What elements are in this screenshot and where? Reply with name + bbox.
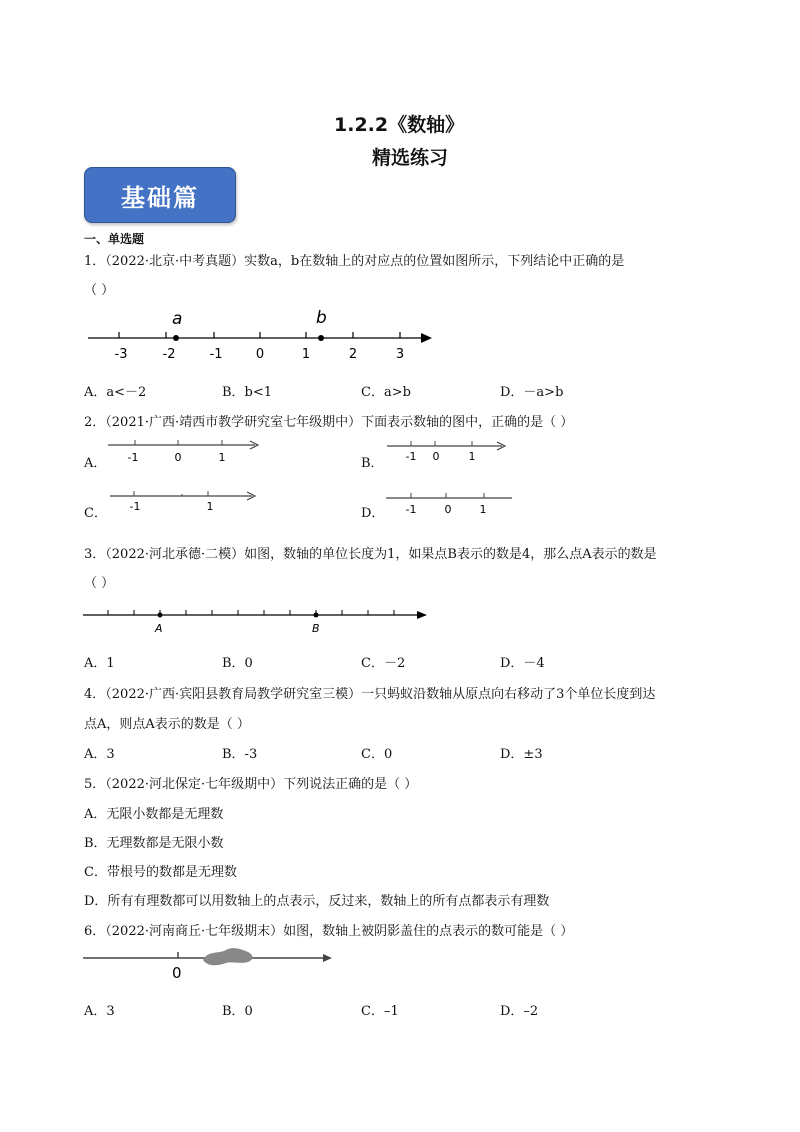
question-3-option-c[interactable]: C．－2 [361, 656, 406, 671]
question-5-option-d[interactable]: D．所有有理数都可以用数轴上的点表示，反过来，数轴上的所有点都表示有理数 [84, 894, 550, 909]
tick-label: 0 [255, 347, 265, 362]
point-b-label: b [316, 308, 327, 328]
question-1-stem: 1．（2022·北京·中考真题）实数a，b在数轴上的对应点的位置如图所示，下列结论中正确的是 [84, 254, 625, 269]
question-6-option-d[interactable]: D．–2 [500, 1004, 539, 1019]
question-4-option-a[interactable]: A．3 [84, 747, 115, 762]
question-1-option-b[interactable]: B．b<1 [222, 385, 273, 400]
question-6-number-line [80, 940, 340, 984]
question-1-option-c[interactable]: C．a>b [361, 385, 411, 400]
question-2-stem: 2．（2021·广西·靖西市教学研究室七年级期中）下面表示数轴的图中，正确的是（ ） [84, 415, 574, 430]
question-3-stem: 3．（2022·河北承德·二模）如图，数轴的单位长度为1，如果点B表示的数是4，那么点A表示的数是 [84, 547, 657, 562]
svg-text:0: 0 [432, 450, 440, 463]
question-2-axis-a [105, 436, 265, 468]
question-4-option-d[interactable]: D．±3 [500, 747, 543, 762]
svg-text:1: 1 [206, 500, 214, 513]
tick-label: -3 [114, 347, 128, 362]
svg-text:-1: -1 [129, 500, 141, 513]
question-1-paren: （ ） [84, 283, 115, 298]
question-5-option-a[interactable]: A．无限小数都是无理数 [84, 807, 224, 822]
question-3-paren: （ ） [84, 576, 115, 591]
point-a-dot [158, 613, 163, 618]
question-4-stem-line2: 点A，则点A表示的数是（ ） [84, 717, 250, 732]
question-2-option-c[interactable]: C． [84, 506, 107, 521]
question-5-stem: 5．（2022·河北保定·七年级期中）下列说法正确的是（ ） [84, 777, 418, 792]
svg-text:0: 0 [444, 503, 452, 516]
point-b-label: B [312, 622, 320, 635]
shaded-blob [203, 948, 253, 965]
zero-label: 0 [172, 964, 182, 982]
svg-text:1: 1 [468, 450, 476, 463]
document-subtitle: 精选练习 [372, 147, 449, 169]
svg-text:0: 0 [174, 451, 182, 464]
question-5-option-b[interactable]: B．无理数都是无限小数 [84, 836, 224, 851]
question-2-axis-c [107, 488, 267, 518]
svg-text:-1: -1 [405, 503, 417, 516]
point-b-dot [314, 613, 319, 618]
question-6-option-a[interactable]: A．3 [84, 1004, 115, 1019]
level-badge: 基础篇 [84, 167, 236, 223]
question-5-option-c[interactable]: C．带根号的数都是无理数 [84, 865, 237, 880]
question-6-option-c[interactable]: C．–1 [361, 1004, 399, 1019]
question-3-option-b[interactable]: B．0 [222, 656, 253, 671]
svg-text:-1: -1 [405, 450, 417, 463]
tick-label: -1 [209, 347, 223, 362]
question-2-option-a[interactable]: A． [84, 456, 107, 471]
question-6-stem: 6．（2022·河南商丘·七年级期末）如图，数轴上被阴影盖住的点表示的数可能是（ ） [84, 924, 574, 939]
svg-text:-1: -1 [127, 451, 139, 464]
question-4-option-b[interactable]: B．-3 [222, 747, 258, 762]
section-heading: 一、单选题 [84, 232, 145, 246]
point-b-dot [318, 335, 324, 341]
point-a-dot [173, 335, 179, 341]
tick-label: -2 [162, 347, 176, 362]
question-2-option-d[interactable]: D． [361, 506, 385, 521]
question-2-axis-d [384, 491, 514, 519]
question-3-option-a[interactable]: A．1 [84, 656, 115, 671]
svg-text:1: 1 [479, 503, 487, 516]
question-4-option-c[interactable]: C．0 [361, 747, 393, 762]
question-1-option-a[interactable]: A．a<－2 [84, 385, 147, 400]
question-4-stem: 4．（2022·广西·宾阳县教育局教学研究室三模）一只蚂蚁沿数轴从原点向右移动了3个单位长度到达 [84, 687, 656, 702]
question-2-option-b[interactable]: B． [361, 456, 384, 471]
question-6-option-b[interactable]: B．0 [222, 1004, 253, 1019]
tick-label: 1 [301, 347, 311, 362]
question-1-option-d[interactable]: D．－a>b [500, 385, 564, 400]
tick-label: 2 [348, 347, 358, 362]
point-a-label: A [155, 622, 163, 635]
question-1-number-line [80, 302, 440, 366]
svg-text:1: 1 [218, 451, 226, 464]
point-a-label: a [172, 309, 183, 329]
question-3-number-line [80, 603, 430, 635]
document-title: 1.2.2《数轴》 [334, 114, 465, 136]
question-2-axis-b [384, 438, 514, 468]
question-3-option-d[interactable]: D．－4 [500, 656, 545, 671]
tick-label: 3 [395, 347, 405, 362]
